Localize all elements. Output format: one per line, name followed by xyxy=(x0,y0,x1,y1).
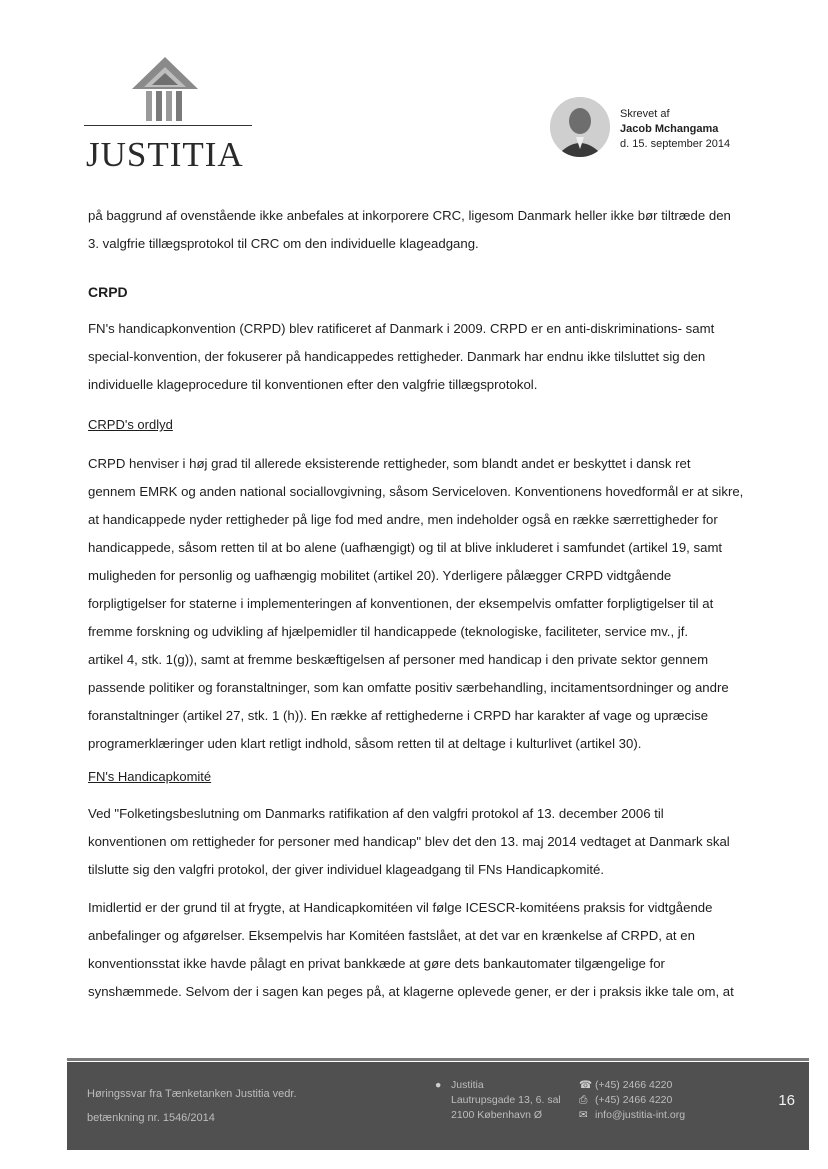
author-label: Skrevet af xyxy=(620,108,670,120)
text-line: foranstaltninger (artikel 27, stk. 1 (h)). En række af rettighederne i CRPD har karakter af vage og upræcise xyxy=(88,708,709,723)
text-line: synshæmmede. Selvom der i sagen kan peges på, at klagerne oplevede gener, er der i praksis ikke tale om, at xyxy=(88,984,734,999)
author-name: Jacob Mchangama xyxy=(620,123,719,135)
text-line: at handicappede nyder rettigheder på lige fod med andre, men indeholder også en række særrettigheder for xyxy=(88,512,718,527)
author-date: d. 15. september 2014 xyxy=(620,138,731,150)
person-icon xyxy=(550,97,610,157)
text-line: passende politiker og foranstaltninger, som kan omfatte positiv særbehandling, incitamentsordninger og andre xyxy=(88,680,729,695)
text-line: individuelle klageprocedure til konventionen efter den valgfrie tillægsprotokol. xyxy=(88,377,538,392)
komite-paragraph-2 xyxy=(88,894,748,1006)
address-street: Lautrupsgade 13, 6. sal xyxy=(451,1094,561,1106)
phone-number: (+45) 2466 4220 xyxy=(595,1079,673,1091)
text-line: konventionen om rettigheder for personer med handicap" blev det den 13. maj 2014 vedtaget at Danmark skal xyxy=(88,834,730,849)
logo-wordmark: JUSTITIA xyxy=(86,135,244,174)
text-line: special-konvention, der fokuserer på handicappedes rettigheder. Danmark har endnu ikke tilsluttet sig den xyxy=(88,349,706,364)
logo-rule xyxy=(84,125,252,126)
footer-address xyxy=(435,1078,561,1123)
footer-divider xyxy=(67,1058,809,1061)
email-link[interactable]: info@justitia-int.org xyxy=(595,1109,686,1121)
text-line: på baggrund af ovenstående ikke anbefales at inkorporere CRC, ligesom Danmark heller ikke bør tiltræde den xyxy=(88,208,731,223)
fax-icon: ⎙ xyxy=(579,1094,588,1106)
phone-icon: ☎ xyxy=(579,1079,593,1091)
text-line: muligheden for personlig og uafhængig mobilitet (artikel 20). Yderligere pålægger CRPD vidtgående xyxy=(88,568,672,583)
text-line: FN's handicapkonvention (CRPD) blev ratificeret af Danmark i 2009. CRPD er en anti-diskriminations- samt xyxy=(88,321,715,336)
address-city: 2100 København Ø xyxy=(451,1109,543,1121)
pin-icon: ● xyxy=(435,1079,442,1091)
page-footer xyxy=(67,1062,809,1150)
footer-title-line: betænkning nr. 1546/2014 xyxy=(87,1112,215,1124)
text-line: Imidlertid er der grund til at frygte, at Handicapkomitéen vil følge ICESCR-komitéens praksis for vidtgående xyxy=(88,900,713,915)
section-heading-crpd: CRPD xyxy=(88,284,128,300)
fax-number: (+45) 2466 4220 xyxy=(595,1094,673,1106)
footer-contact xyxy=(579,1078,685,1123)
text-line: CRPD henviser i høj grad til allerede eksisterende rettigheder, som blandt andet er beskyttet i dansk ret xyxy=(88,456,691,471)
author-info xyxy=(620,107,730,152)
text-line: konventionsstat ikke havde pålagt en privat bankkæde at gøre dets bankautomater tilgængelige for xyxy=(88,956,665,971)
text-line: programerklæringer uden klart retligt indhold, såsom retten til at deltage i kulturlivet (artikel 30). xyxy=(88,736,642,751)
text-line: tilslutte sig den valgfri protokol, der giver individuel klageadgang til FNs Handicapkomité. xyxy=(88,862,605,877)
author-avatar xyxy=(550,97,610,157)
text-line: gennem EMRK og anden national sociallovgivning, såsom Serviceloven. Konventionens hovedformål er at sikre, xyxy=(88,484,744,499)
temple-icon xyxy=(120,55,210,123)
text-line: 3. valgfrie tillægsprotokol til CRC om den individuelle klageadgang. xyxy=(88,236,479,251)
page-number: 16 xyxy=(778,1092,795,1109)
subheading-ordlyd: CRPD's ordlyd xyxy=(88,417,173,432)
subheading-handicapkomite: FN's Handicapkomité xyxy=(88,769,212,784)
text-line: anbefalinger og afgørelser. Eksempelvis har Komitéen fastslået, at det var en krænkelse af CRPD, at en xyxy=(88,928,695,943)
crpd-paragraph xyxy=(88,315,748,399)
text-line: handicappede, såsom retten til at bo alene (uafhængigt) og til at blive inkluderet i samfundet (artikel 19, samt xyxy=(88,540,723,555)
justitia-logo xyxy=(78,55,253,174)
text-line: artikel 4, stk. 1(g)), samt at fremme beskæftigelsen af personer med handicap i den private sektor gennem xyxy=(88,652,709,667)
komite-paragraph-1 xyxy=(88,800,748,884)
intro-paragraph xyxy=(88,202,748,258)
text-line: fremme forskning og udvikling af hjælpemidler til handicappede (teknologiske, faciliteter, service mv., jf. xyxy=(88,624,689,639)
mail-icon: ✉ xyxy=(579,1109,588,1121)
ordlyd-paragraph xyxy=(88,450,748,758)
address-name: Justitia xyxy=(451,1079,484,1091)
footer-title-line: Høringssvar fra Tænketanken Justitia vedr. xyxy=(87,1088,297,1100)
text-line: Ved "Folketingsbeslutning om Danmarks ratifikation af den valgfri protokol af 13. december 2006 til xyxy=(88,806,664,821)
footer-title xyxy=(87,1082,297,1130)
text-line: forpligtigelser for staterne i implementeringen af konventionen, der eksempelvis omfatter forpligtigelser til at xyxy=(88,596,714,611)
